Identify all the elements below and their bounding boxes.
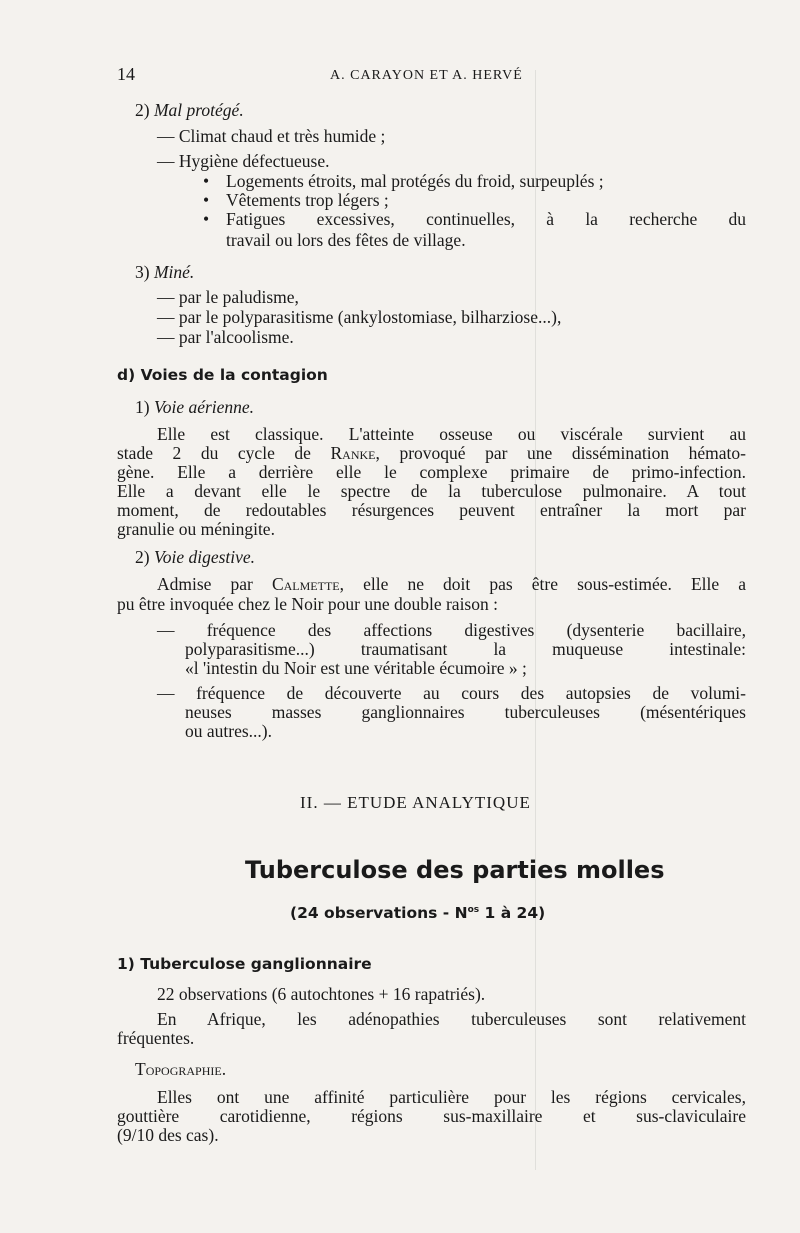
para2-line: — fréquence des affections digestives (dysenterie bacillaire, — [157, 620, 746, 640]
topo-para-line: gouttière carotidienne, régions sus-maxillaire et sus-claviculaire — [117, 1106, 746, 1126]
para2-line: Admise par Calmette, elle ne doit pas être sous-estimée. Elle a — [157, 574, 746, 594]
sub2-heading — [135, 547, 255, 567]
item3-number: 3) — [135, 262, 150, 282]
bullet-continuation: travail ou lors des fêtes de village. — [226, 230, 466, 250]
para1-line: Elle a devant elle le spectre de la tuberculose pulmonaire. A tout — [117, 481, 746, 501]
bullet-dot: • — [203, 209, 210, 229]
para2-line: — fréquence de découverte au cours des autopsies de volumi- — [157, 683, 746, 703]
item2-line: — Climat chaud et très humide ; — [157, 126, 386, 146]
sub1-number: 1) — [135, 397, 150, 417]
item2-heading — [135, 100, 244, 120]
para1-line: granulie ou méningite. — [117, 519, 275, 539]
item3-line: — par le paludisme, — [157, 287, 299, 307]
para1-line: gène. Elle a derrière elle le complexe primaire de primo-infection. — [117, 462, 746, 482]
item3-line: — par l'alcoolisme. — [157, 327, 294, 347]
part2-title: Tuberculose des parties molles — [245, 856, 665, 884]
bullet-item: Fatigues excessives, continuelles, à la recherche du — [226, 209, 746, 229]
running-title: A. CARAYON ET A. HERVÉ — [330, 68, 523, 83]
para2-line: «l 'intestin du Noir est une véritable écumoire » ; — [185, 658, 527, 678]
item2-line: — Hygiène défectueuse. — [157, 151, 330, 171]
para1-line: stade 2 du cycle de Ranke, provoqué par une dissémination hémato- — [117, 443, 747, 463]
sub2-title: Voie digestive. — [153, 547, 256, 567]
bullet-item: Logements étroits, mal protégés du froid, surpeuplés ; — [226, 171, 604, 191]
topographie-heading: Topographie. — [135, 1059, 227, 1079]
sub1-heading — [135, 397, 254, 417]
item3-heading — [135, 262, 194, 282]
topo-para-line: (9/10 des cas). — [117, 1125, 219, 1145]
page-number: 14 — [117, 64, 135, 84]
bullet-dot: • — [203, 171, 210, 191]
sub2-number: 2) — [135, 547, 150, 567]
item3-title: Miné. — [153, 262, 195, 282]
ganglionnaire-heading: 1) Tuberculose ganglionnaire — [117, 955, 372, 973]
part2-subtitle: (24 observations - $N^{os}$ 1 à 24) — [290, 904, 546, 923]
para2-line: neuses masses ganglionnaires tuberculeuses (mésentériques — [185, 702, 746, 722]
section-d-heading: d) Voies de la contagion — [117, 366, 328, 384]
para1-line: moment, de redoutables résurgences peuvent entraîner la mort par — [117, 500, 746, 520]
para2-line: ou autres...). — [185, 721, 272, 741]
para1-line: Elle est classique. L'atteinte osseuse ou viscérale survient au — [157, 424, 746, 444]
bullet-dot: • — [203, 190, 210, 210]
para2-line: pu être invoquée chez le Noir pour une double raison : — [117, 594, 498, 614]
observations-line: 22 observations (6 autochtones + 16 rapatriés). — [157, 984, 486, 1004]
sub1-title: Voie aérienne. — [153, 397, 255, 417]
topo-para-line: Elles ont une affinité particulière pour les régions cervicales, — [157, 1087, 746, 1107]
afrique-para-line: fréquentes. — [117, 1028, 195, 1048]
item3-line: — par le polyparasitisme (ankylostomiase, bilharziose...), — [157, 307, 562, 327]
item2-title: Mal protégé. — [153, 100, 244, 120]
afrique-para-line: En Afrique, les adénopathies tuberculeuses sont relativement — [157, 1009, 746, 1029]
item2-number: 2) — [135, 100, 150, 120]
bullet-item: Vêtements trop légers ; — [226, 190, 389, 210]
para2-line: polyparasitisme...) traumatisant la muqueuse intestinale: — [185, 639, 746, 659]
part2-heading: II. — ETUDE ANALYTIQUE — [300, 793, 531, 812]
